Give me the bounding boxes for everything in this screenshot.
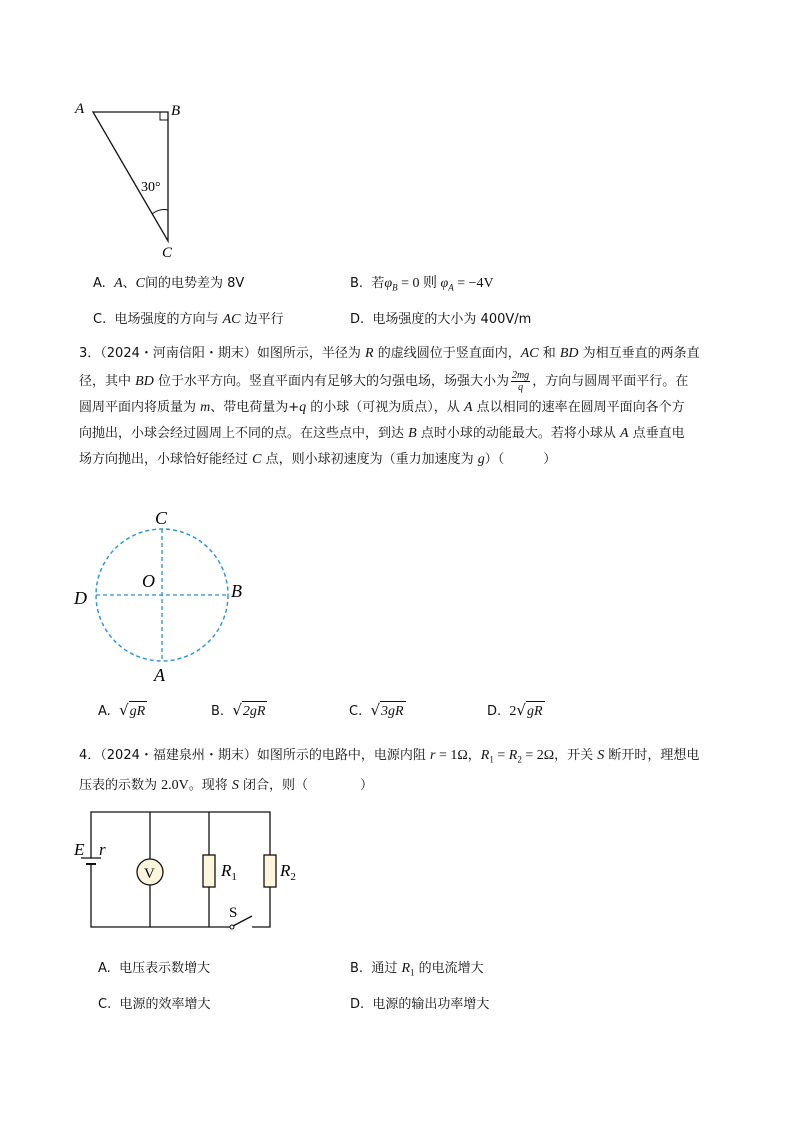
question-text: 点，则小球初速度为（重力加速度为 [261,452,478,467]
q2-option-c[interactable] [93,310,284,330]
triangle-angle-label: 30° [141,180,161,195]
fraction-numerator: 2mg [511,370,530,381]
r2-resistor [264,855,276,887]
question-text: A [619,426,629,441]
option-text: = 0 则 [397,276,441,291]
option-text: 若 [371,276,385,291]
q2-option-d[interactable] [350,310,531,330]
question-text: B [408,426,417,441]
option-letter: B. [211,704,225,719]
question-number: 3． [79,346,101,361]
r1-label-letter: R [221,861,232,880]
question-text: 1 [489,754,494,765]
q3-option-c[interactable] [349,700,406,722]
question-text: = 2Ω [521,748,555,763]
option-text: 电场强度的大小为 400V/m [372,312,532,327]
sqrt-sign: √ [232,701,242,719]
circle-label-d: D [74,588,87,608]
question-text: 点时小球的动能最大。若将小球从 [416,426,620,441]
switch-label: S [229,905,238,921]
angle-arc [152,209,168,213]
option-text: 2 [509,704,517,719]
option-text: 电源的效率增大 [119,997,211,1012]
question-text: 2 [517,754,522,765]
option-letter: B. [350,961,364,976]
question-text: 。现将 [188,778,232,793]
field-fraction [511,370,530,393]
option-letter: D. [487,704,502,719]
sqrt-sign: √ [370,701,381,719]
option-text: φ [384,276,393,291]
option-text: φ [440,276,449,291]
question-text: 为相互垂直的两条直 [578,346,700,361]
option-letter: A. [98,704,111,719]
option-text: A [114,276,123,291]
question-text: = 1Ω [435,748,468,763]
question-text: 位于水平方向。竖直平面内有足够大的匀强电场，场强大小为 [153,374,509,389]
option-text: gR [526,701,545,722]
question-text: R [365,346,374,361]
circuit-figure [70,806,310,936]
question-text: 压表的示数为 [79,778,162,793]
question-text: A [463,400,473,415]
question-text: m [200,400,211,415]
q4-line-2 [79,776,373,796]
question-text: 点以相同的速率在圆周平面向各个方 [472,400,685,415]
question-text: g [477,452,485,467]
option-letter: C. [98,997,112,1012]
question-text: = [493,748,509,763]
question-text: 断开时，理想电 [604,748,700,763]
question-text: ， [467,748,481,763]
q4-option-b[interactable] [350,959,484,983]
q4-option-c[interactable] [98,995,211,1015]
triangle-label-c: C [162,245,173,261]
q3-option-d[interactable] [487,700,545,722]
circuit-wire-top [91,812,270,855]
question-text: 、带电荷量为+ [210,400,300,415]
r2-label [279,861,296,883]
question-text: S [597,748,605,763]
sqrt-sign: √ [119,701,129,719]
option-text: gR [129,701,148,722]
option-text: AC [222,312,241,327]
triangle-label-a: A [75,101,85,117]
q3-line-3 [79,398,685,418]
question-text: R [508,748,518,763]
question-text: ）（ ） [484,452,557,467]
question-text: 圆周平面内将质量为 [79,400,201,415]
option-text: R [401,961,411,976]
q3-line-4 [79,424,685,444]
question-text: 的虚线圆位于竖直面内， [373,346,521,361]
battery-label-r: r [99,840,106,859]
question-text: 场方向抛出，小球恰好能经过 [79,452,253,467]
option-text: B [392,282,398,293]
option-text: 间的电势差为 8V [144,276,245,291]
q3-line-5 [79,450,556,470]
option-text: 3gR [380,701,406,722]
option-letter: C. [93,312,107,327]
r2-label-sub: 2 [290,871,296,883]
voltmeter-label: V [144,866,155,882]
question-text: C [252,452,262,467]
question-text: 和 [538,346,560,361]
fraction-denominator: q [518,382,524,393]
option-text: 边平行 [240,312,284,327]
question-text: BD [135,374,154,389]
circle-label-c: C [155,508,168,528]
q3-option-a[interactable] [98,700,147,722]
r2-label-letter: R [280,861,291,880]
question-source: （2024・河南信阳・期末） [100,346,257,361]
option-letter: A. [93,276,106,291]
triangle-figure [70,95,190,265]
question-text: ，开关 [554,748,598,763]
option-letter: C. [349,704,363,719]
option-text: 电源的输出功率增大 [372,997,490,1012]
circle-label-o: O [142,571,155,591]
q2-option-a[interactable] [93,274,244,294]
q3-line-2 [79,370,688,394]
option-text: 、 [122,276,136,291]
circle-label-b: B [231,581,242,601]
circle-label-a: A [154,665,165,683]
option-text: 的电流增大 [414,961,484,976]
question-text: S [231,778,239,793]
q4-option-a[interactable] [98,959,210,979]
r1-label [220,861,237,883]
question-text: 向抛出，小球会经过圆周上不同的点。在这些点中，到达 [79,426,409,441]
option-letter: B. [350,276,364,291]
q4-line-1 [79,746,699,770]
question-text: 2.0V [161,778,189,793]
option-text: A [448,282,454,293]
triangle-label-b: B [171,103,181,119]
r1-resistor [203,855,215,887]
circle-figure [70,503,260,683]
sqrt-sign: √ [516,701,526,719]
option-text: 电场强度的方向与 [114,312,223,327]
option-text: 电压表示数增大 [119,961,211,976]
circuit-wire-right-bottom [252,887,270,927]
question-text: BD [559,346,579,361]
option-letter: A. [98,961,111,976]
question-source: （2024・福建泉州・期末） [100,748,257,763]
option-letter: D. [350,997,365,1012]
q4-option-d[interactable] [350,995,489,1015]
triangle-shape [93,112,168,241]
r1-label-sub: 1 [231,871,237,883]
option-text: 通过 [371,961,402,976]
right-angle-marker [160,112,168,120]
question-text: AC [520,346,539,361]
question-text: r [430,748,436,763]
q3-line-1 [79,344,700,364]
question-text: 的小球（可视为质点），从 [306,400,464,415]
battery-label-e: E [74,840,85,859]
option-text: 2gR [242,701,268,722]
q3-option-b[interactable] [211,700,267,722]
question-text: 点垂直电 [628,426,685,441]
option-text: = −4V [453,276,494,291]
question-text: 如图所示的电路中，电源内阻 [256,748,431,763]
question-text: 闭合，则（ ） [238,778,374,793]
question-number: 4． [79,748,101,763]
q2-option-b[interactable] [350,274,494,298]
option-text: 1 [410,967,415,978]
question-text: 径，其中 [79,374,136,389]
question-text: 如图所示，半径为 [256,346,366,361]
option-letter: D. [350,312,365,327]
option-text: C [135,276,145,291]
question-text: ，方向与圆周平面平行。在 [532,374,689,389]
question-text: R [480,748,490,763]
question-text: q [299,400,307,415]
